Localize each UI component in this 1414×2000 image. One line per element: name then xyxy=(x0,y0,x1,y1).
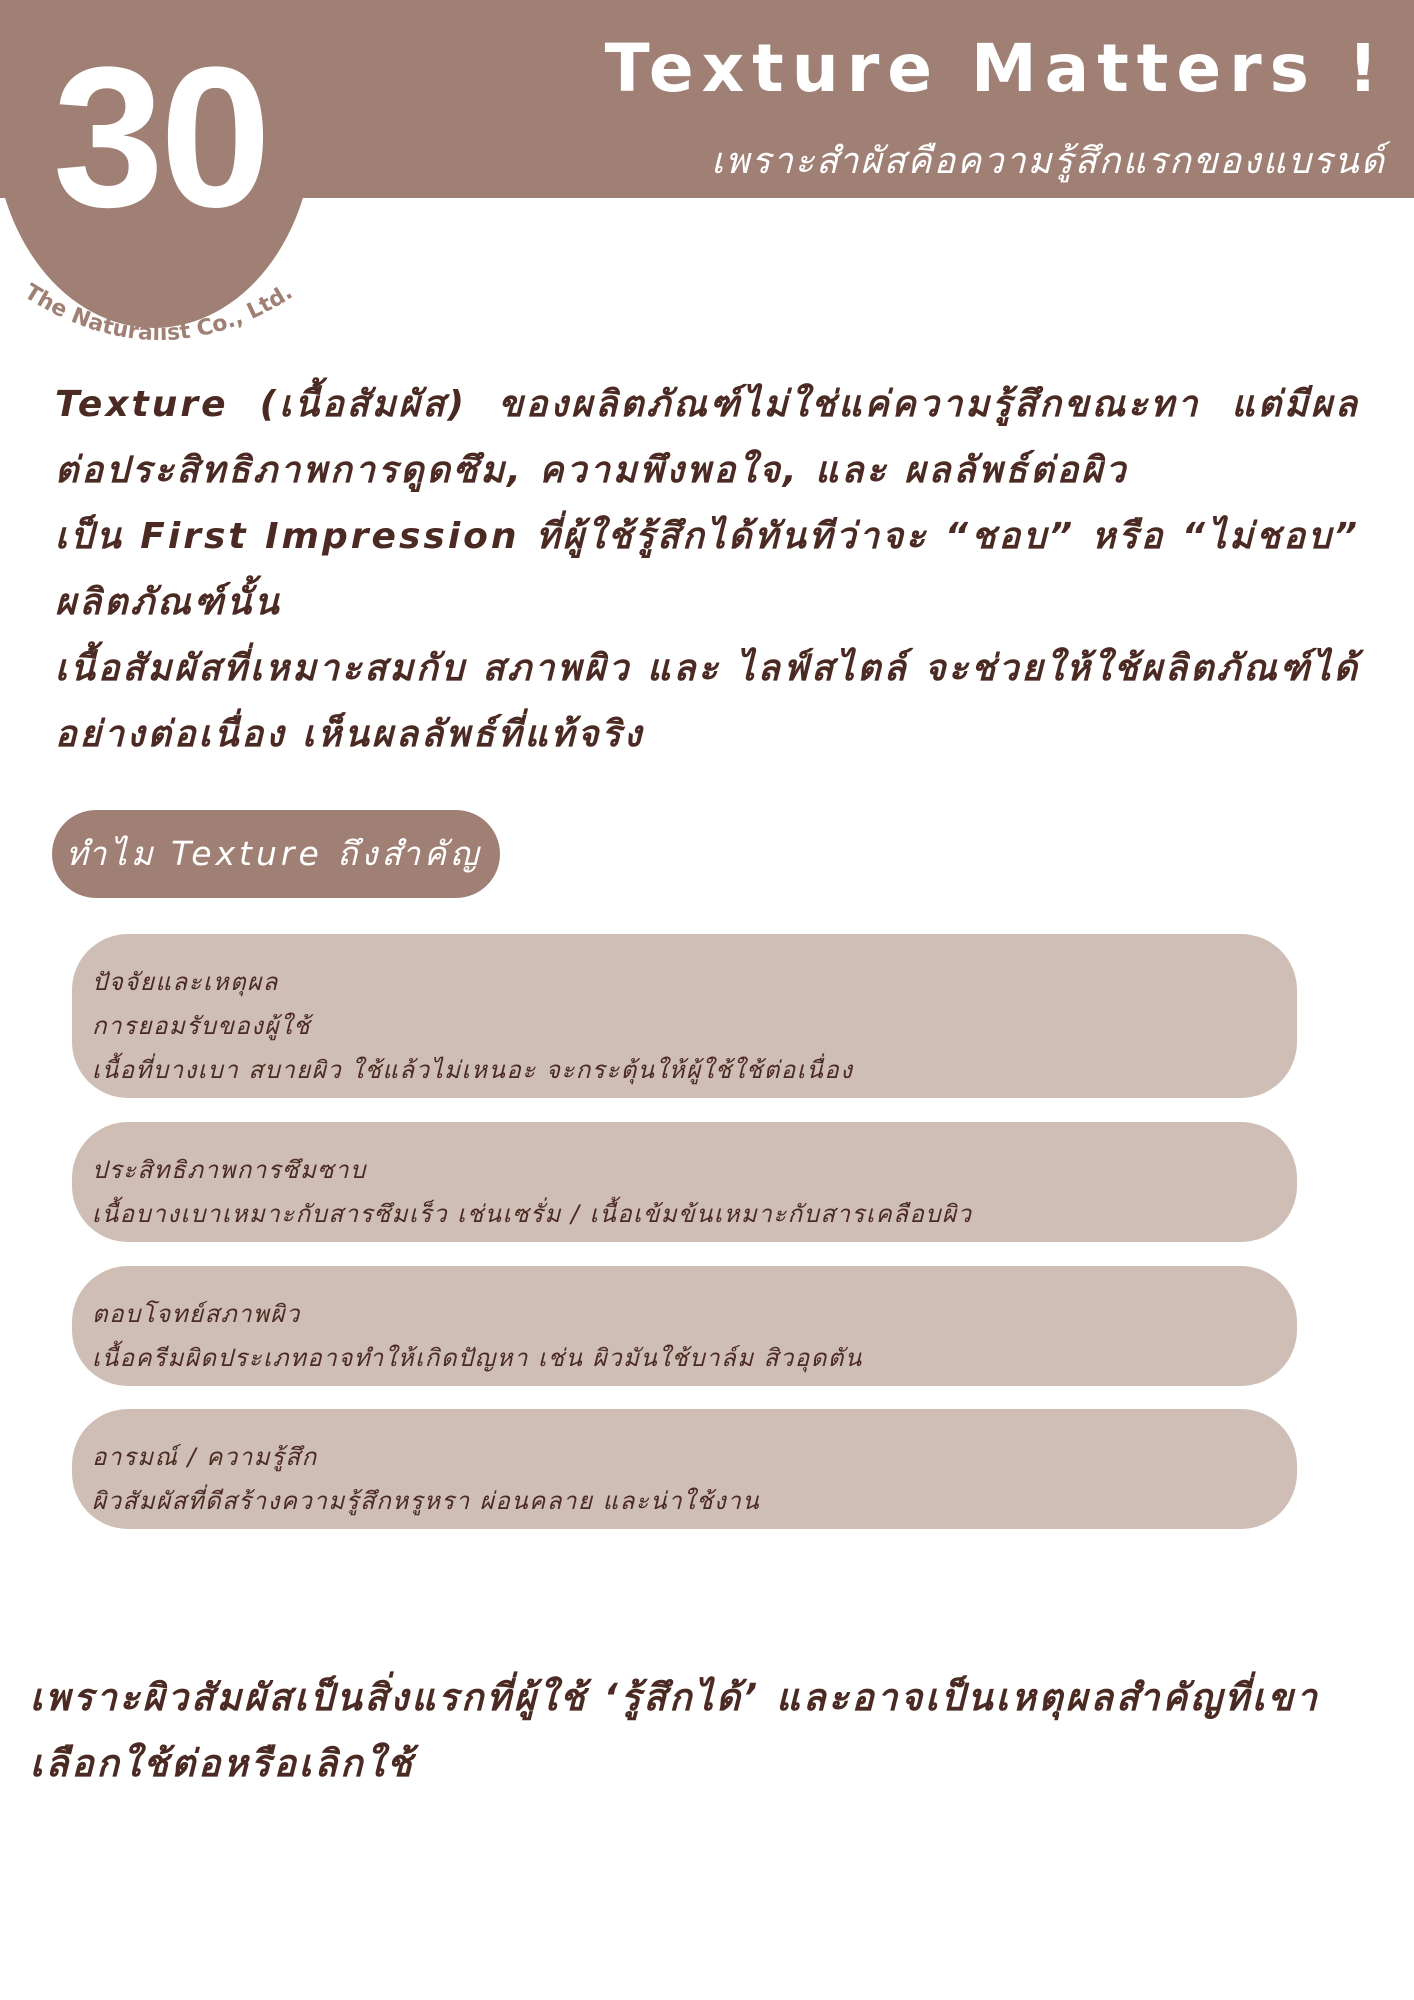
company-name: The Naturalist Co., Ltd. xyxy=(19,279,298,347)
card-heading: ประสิทธิภาพการซึมซาบ xyxy=(92,1156,367,1184)
card-text: เนื้อครีมผิดประเภทอาจทำให้เกิดปัญหา เช่น ผิวมันใช้บาล์ม สิวอุดตัน xyxy=(92,1344,863,1372)
card-heading: ปัจจัยและเหตุผล xyxy=(92,968,279,996)
intro-paragraph: Texture (เนื้อสัมผัส) ของผลิตภัณฑ์ไม่ใช่แค่ความรู้สึกขณะทา แต่มีผลต่อประสิทธิภาพการดูดซึม, ความพึงพอใจ, และ ผลลัพธ์ต่อผิว xyxy=(55,384,1360,491)
card-text: เนื้อที่บางเบา สบายผิว ใช้แล้วไม่เหนอะ จะกระตุ้นให้ผู้ใช้ใช้ต่อเนื่อง xyxy=(92,1056,854,1084)
section-heading: ทำไม Texture ถึงสำคัญ xyxy=(66,834,483,873)
card-text: เนื้อบางเบาเหมาะกับสารซึมเร็ว เช่นเซรั่ม / เนื้อเข้มข้นเหมาะกับสารเคลือบผิว xyxy=(92,1200,973,1228)
company-name-arc xyxy=(0,255,320,375)
card-text: ผิวสัมผัสที่ดีสร้างความรู้สึกหรูหรา ผ่อนคลาย และน่าใช้งาน xyxy=(92,1487,761,1515)
intro-paragraph: เป็น First Impression ที่ผู้ใช้รู้สึกได้ทันทีว่าจะ “ชอบ” หรือ “ไม่ชอบ” ผลิตภัณฑ์นั้น xyxy=(55,516,1360,623)
card-heading: อารมณ์ / ความรู้สึก xyxy=(92,1443,318,1471)
closing-statement: เพราะผิวสัมผัสเป็นสิ่งแรกที่ผู้ใช้ ‘รู้สึกได้’ และอาจเป็นเหตุผลสำคัญที่เขาเลือกใช้ต่อหรือเลิกใช้ xyxy=(30,1676,1320,1785)
card-subheading: การยอมรับของผู้ใช้ xyxy=(92,1012,311,1040)
badge-number: 30 xyxy=(52,26,268,249)
reason-card xyxy=(72,1266,1297,1386)
intro-text xyxy=(55,372,1360,768)
card-heading: ตอบโจทย์สภาพผิว xyxy=(92,1300,301,1328)
page-subtitle: เพราะสำผัสคือความรู้สึกแรกของแบรนด์ xyxy=(711,141,1386,182)
reason-card xyxy=(72,1122,1297,1242)
section-heading-pill xyxy=(52,810,500,898)
intro-paragraph: เนื้อสัมผัสที่เหมาะสมกับ สภาพผิว และ ไลฟ์สไตล์ จะช่วยให้ใช้ผลิตภัณฑ์ได้อย่างต่อเนื่อง เห็นผลลัพธ์ที่แท้จริง xyxy=(55,648,1360,755)
reason-card xyxy=(72,934,1297,1098)
reason-card xyxy=(72,1409,1297,1529)
page-title: Texture Matters ! xyxy=(604,30,1386,107)
